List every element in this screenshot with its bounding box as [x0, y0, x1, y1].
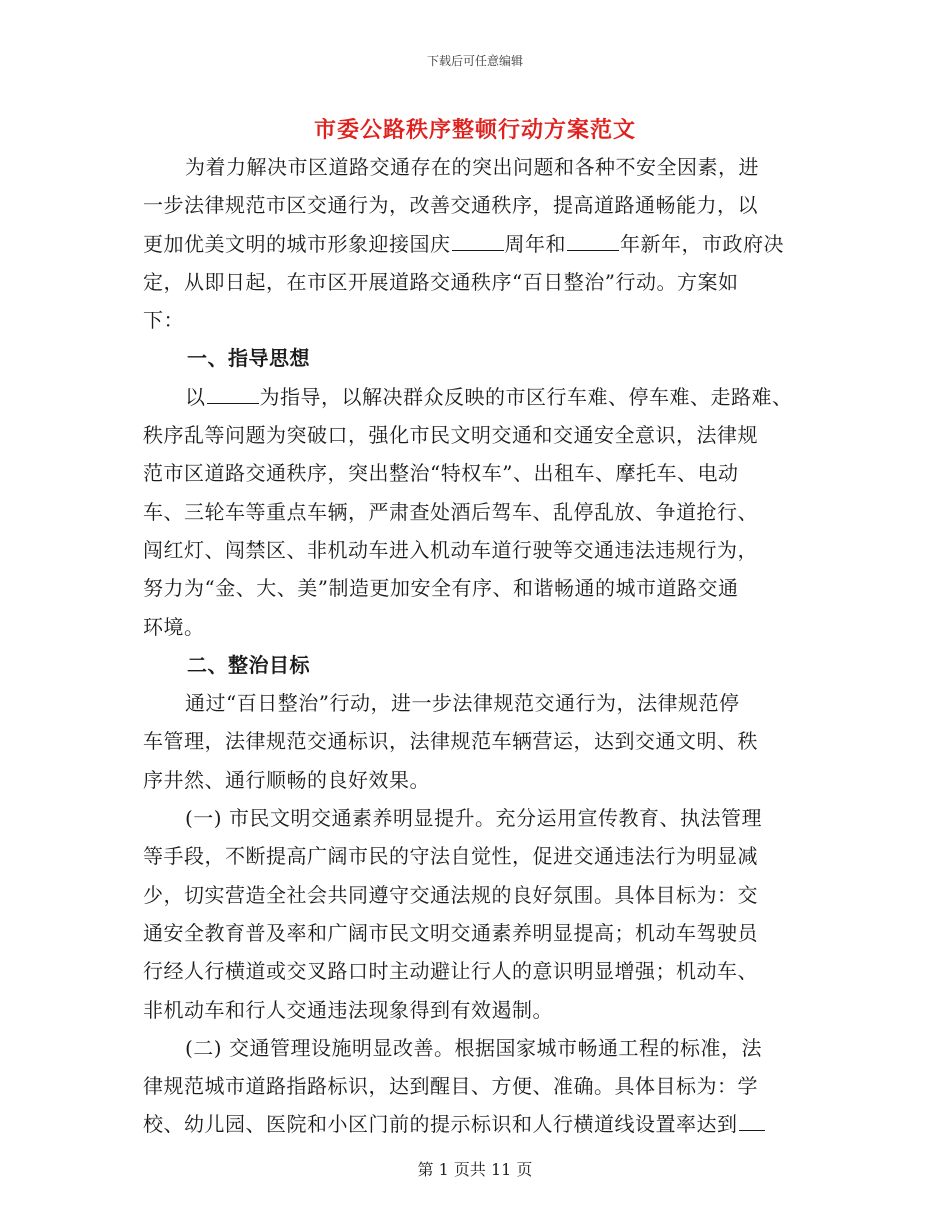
paragraph-line: (二) 交通管理设施明显改善。根据国家城市畅通工程的标准，法 [185, 1035, 762, 1060]
paragraph-line: 通安全教育普及率和广阔市民文明交通素养明显提高；机动车驾驶员 [143, 920, 758, 945]
section-heading: 二、整治目标 [187, 652, 310, 677]
paragraph-line: 秩序乱等问题为突破口，强化市民文明交通和交通安全意识，法律规 [143, 423, 758, 448]
paragraph-line: 为着力解决市区道路交通存在的突出问题和各种不安全因素，进 [185, 155, 759, 179]
text-run: 周年和 [504, 231, 566, 256]
paragraph-line: (一) 市民文明交通素养明显提升。充分运用宣传教育、执法管理 [185, 806, 762, 831]
fill-blank [739, 1108, 765, 1131]
paragraph-line: 少，切实营造全社会共同遵守交通法规的良好氛围。具体目标为：交 [143, 882, 758, 907]
paragraph-line: 范市区道路交通秩序，突出整治“特权车”、出租车、摩托车、电动 [143, 461, 739, 486]
document-title: 市委公路秩序整顿行动方案范文 [313, 117, 636, 143]
text-run: 年新年，市政府决 [620, 231, 784, 256]
paragraph-line: 车管理，法律规范交通标识，法律规范车辆营运，达到交通文明、秩 [143, 729, 758, 754]
fill-blank [567, 228, 619, 251]
fill-blank [207, 381, 259, 404]
text-run: 为指导，以解决群众反映的市区行车难、停车难、走路难、 [259, 384, 793, 409]
paragraph-line: 律规范城市道路指路标识，达到醒目、方便、准确。具体目标为：学 [143, 1074, 758, 1099]
paragraph-line: 通过“百日整治”行动，进一步法律规范交通行为，法律规范停 [185, 691, 740, 716]
paragraph-line [143, 1105, 808, 1143]
paragraph-line: 序井然、通行顺畅的良好效果。 [143, 767, 430, 792]
section-heading: 一、指导思想 [187, 346, 310, 371]
paragraph-line: 下： [143, 308, 184, 333]
paragraph-line [143, 225, 808, 263]
paragraph-line [143, 378, 808, 416]
fill-blank [452, 228, 504, 251]
text-run: 更加优美文明的城市形象迎接国庆 [143, 231, 451, 256]
document-body [143, 148, 808, 1144]
page-header: 下载后可任意编辑 [426, 54, 523, 68]
paragraph-line: 行经人行横道或交叉路口时主动避让行人的意识明显增强；机动车、 [143, 959, 758, 984]
paragraph-line: 定，从即日起，在市区开展道路交通秩序“百日整治”行动。方案如 [143, 269, 739, 294]
paragraph-line: 努力为“金、大、美”制造更加安全有序、和谐畅通的城市道路交通 [143, 576, 739, 601]
text-run: 以 [185, 384, 206, 409]
page-footer: 第 1 页共 11 页 [417, 1160, 533, 1179]
paragraph-line: 闯红灯、闯禁区、非机动车进入机动车道行驶等交通违法违规行为， [143, 537, 758, 562]
paragraph-line: 环境。 [143, 614, 205, 639]
paragraph-line: 一步法律规范市区交通行为，改善交通秩序，提高道路通畅能力，以 [143, 193, 758, 218]
paragraph-line: 车、三轮车等重点车辆，严肃查处酒后驾车、乱停乱放、争道抢行、 [143, 499, 758, 524]
paragraph-line: 非机动车和行人交通违法现象得到有效遏制。 [143, 997, 553, 1022]
text-run: 校、幼儿园、医院和小区门前的提示标识和人行横道线设置率达到 [143, 1112, 738, 1137]
paragraph-line: 等手段，不断提高广阔市民的守法自觉性，促进交通违法行为明显减 [143, 844, 758, 869]
